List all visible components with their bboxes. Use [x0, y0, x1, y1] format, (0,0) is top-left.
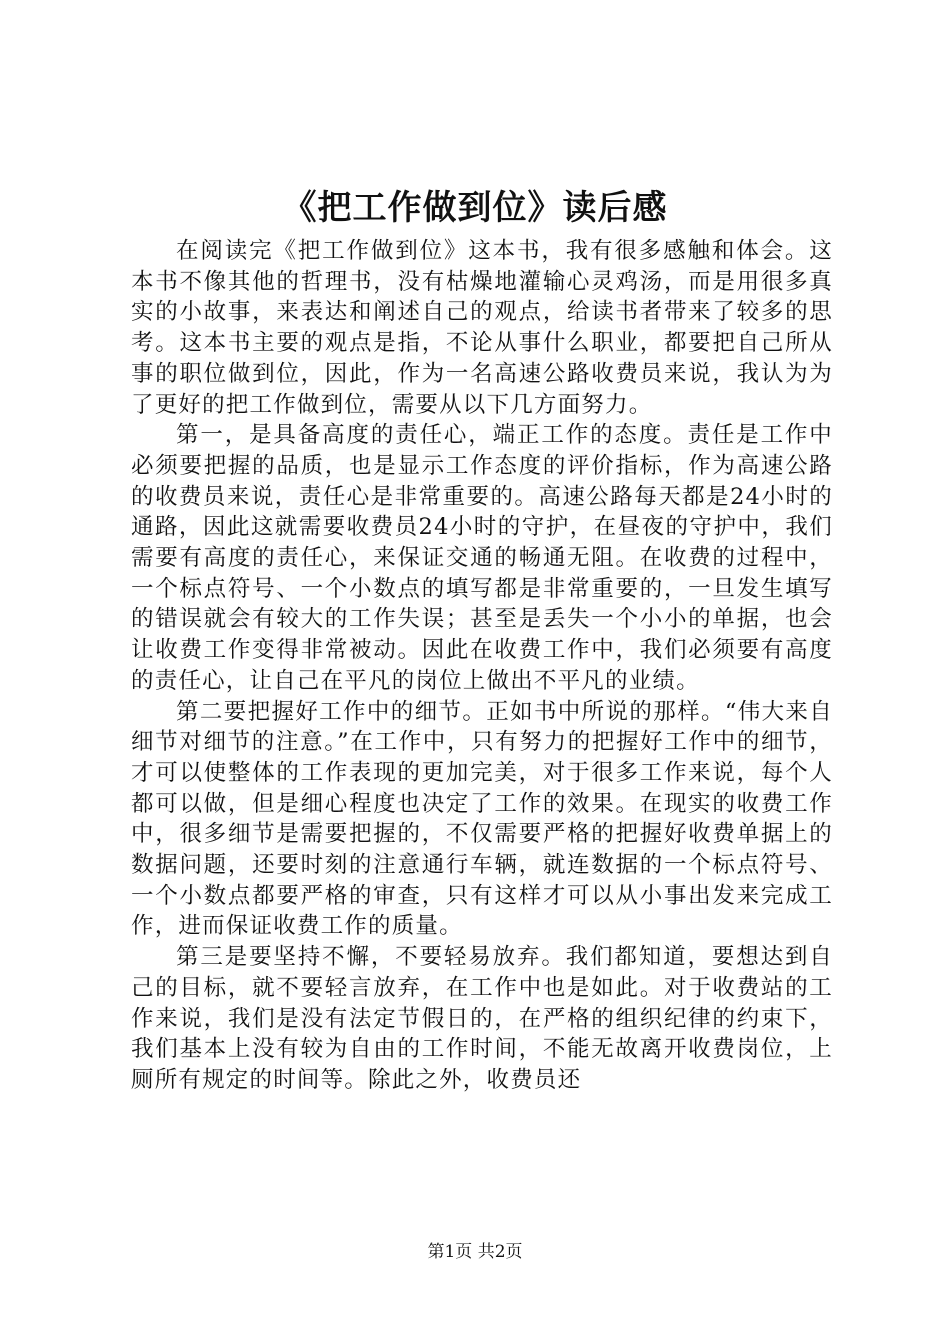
page-footer: 第1页 共2页 [427, 1242, 523, 1262]
paragraph-second-point: 第二要把握好工作中的细节。正如书中所说的那样。“伟大来自细节对细节的注意。”在工作中，只有努力的把握好工作中的细节，才可以使整体的工作表现的更加完美，对于很多工作来说，每个人都可以做，但是细心程度也决定了工作的效果。在现实的收费工作中，很多细节是需要把握的，不仅需要严格的把握好收费单据上的数据问题，还要时刻的注意通行车辆，就连数据的一个标点符号、一个小数点都要严格的审查，只有这样才可以从小事出发来完成工作，进而保证收费工作的质量。 [131, 698, 833, 940]
document-title: 《把工作做到位》读后感 [282, 188, 668, 228]
document-body [131, 236, 833, 1096]
paragraph-third-point: 第三是要坚持不懈，不要轻易放弃。我们都知道，要想达到自己的目标，就不要轻言放弃，在工作中也是如此。对于收费站的工作来说，我们是没有法定节假日的，在严格的组织纪律的约束下，我们基本上没有较为自由的工作时间，不能无故离开收费岗位，上厕所有规定的时间等。除此之外，收费员还 [131, 944, 833, 1093]
paragraph-first-point: 第一，是具备高度的责任心，端正工作的态度。责任是工作中必须要把握的品质，也是显示工作态度的评价指标，作为高速公路的收费员来说，责任心是非常重要的。高速公路每天都是24小时的通路，因此这就需要收费员24小时的守护，在昼夜的守护中，我们需要有高度的责任心，来保证交通的畅通无阻。在收费的过程中，一个标点符号、一个小数点的填写都是非常重要的，一旦发生填写的错误就会有较大的工作失误；甚至是丢失一个小小的单据，也会让收费工作变得非常被动。因此在收费工作中，我们必须要有高度的责任心，让自己在平凡的岗位上做出不平凡的业绩。 [131, 422, 833, 694]
paragraph-intro: 在阅读完《把工作做到位》这本书，我有很多感触和体会。这本书不像其他的哲理书，没有枯燥地灌输心灵鸡汤，而是用很多真实的小故事，来表达和阐述自己的观点，给读书者带来了较多的思考。这本书主要的观点是指，不论从事什么职业，都要把自己所从事的职位做到位，因此，作为一名高速公路收费员来说，我认为为了更好的把工作做到位，需要从以下几方面努力。 [131, 238, 833, 418]
